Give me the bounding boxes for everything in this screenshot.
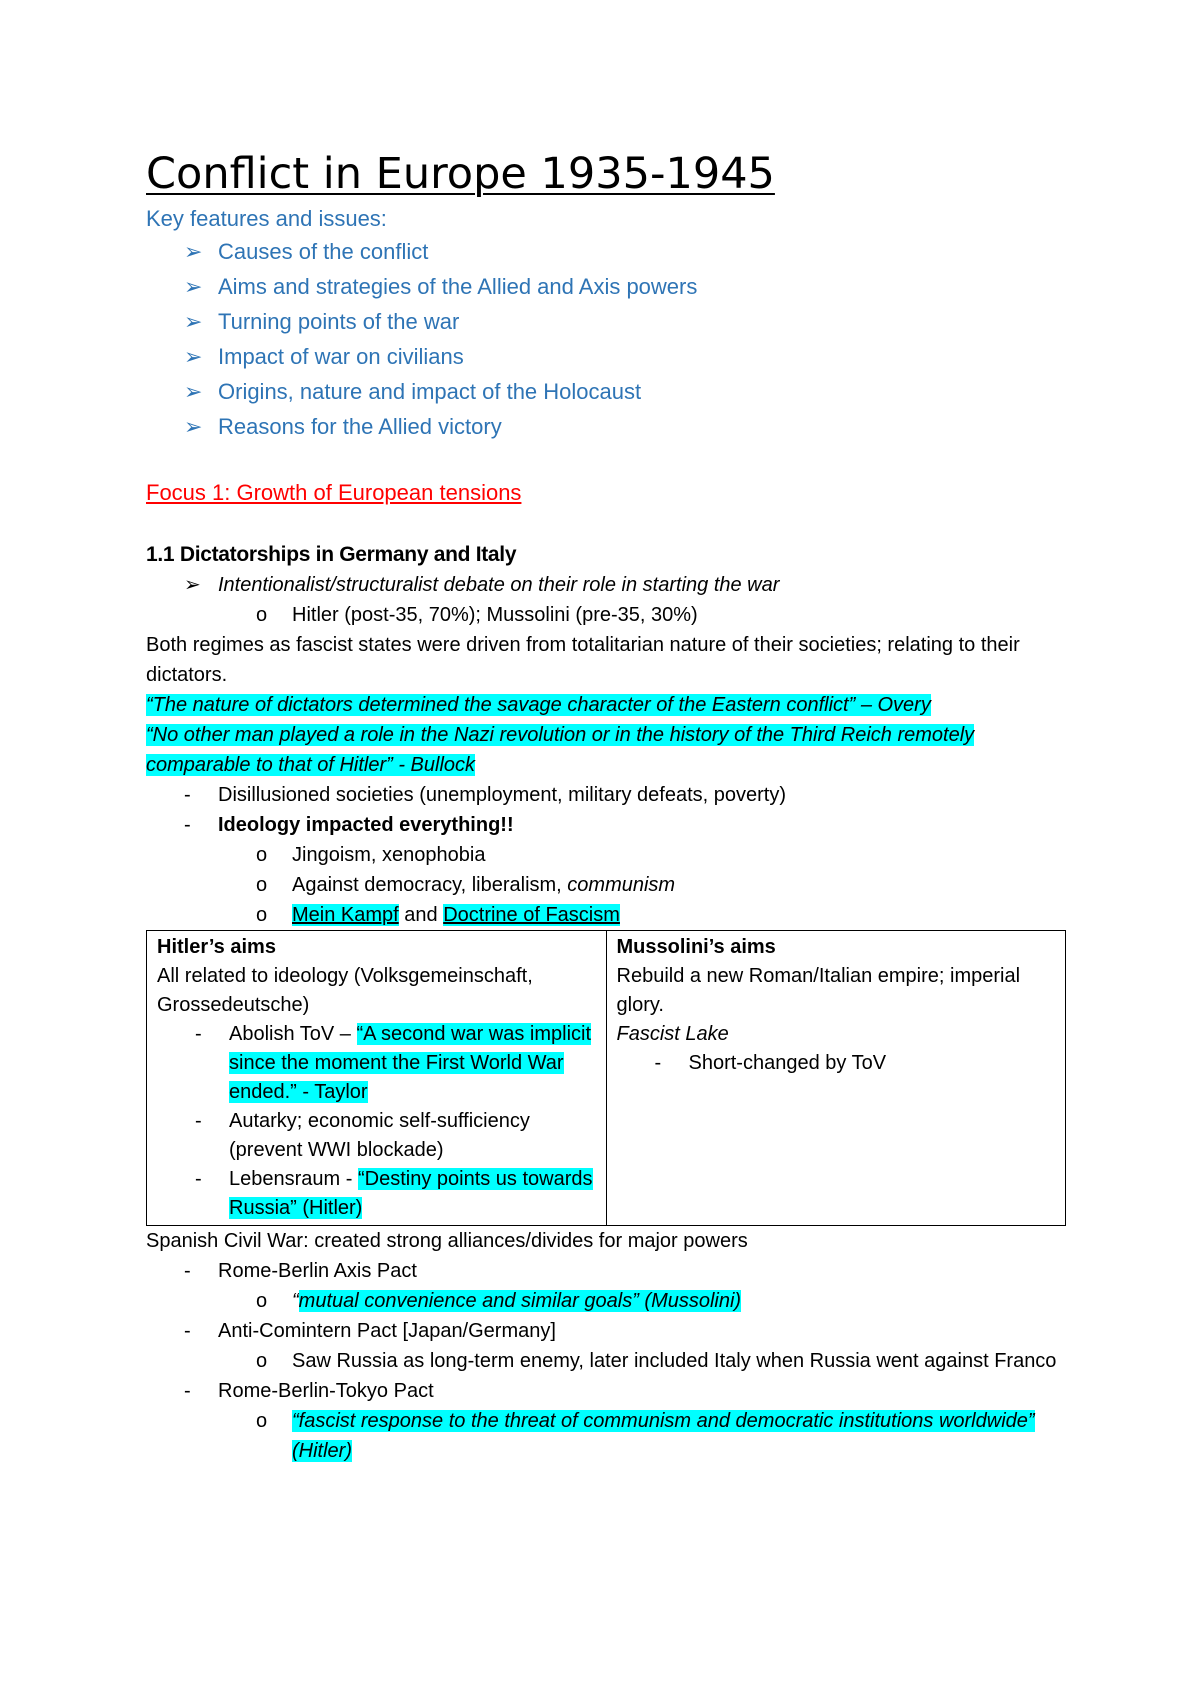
circle-bullet-icon: o (256, 1410, 268, 1432)
hitler-aims-cell (147, 931, 607, 1226)
pacts-list (146, 1316, 1066, 1346)
list-item: ➢ Turning points of the war (184, 304, 1066, 339)
mussolini-aims-intro: Rebuild a new Roman/Italian empire; imperial glory. (616, 965, 1021, 1016)
list-item: - Abolish ToV – “A second war was implicit since the moment the First World War ended.” - Taylor (195, 1023, 592, 1103)
document-title: Conflict in Europe 1935-1945 (146, 149, 775, 199)
list-item: ➢ Origins, nature and impact of the Holocaust (184, 374, 1066, 409)
circle-bullet-icon: o (256, 1290, 268, 1312)
list-item: o Jingoism, xenophobia (256, 840, 1066, 870)
section-heading: 1.1 Dictatorships in Germany and Italy (146, 543, 517, 566)
arrow-bullet-icon: ➢ (184, 274, 203, 299)
list-item: o Hitler (post-35, 70%); Mussolini (pre-35, 30%) (256, 600, 1066, 630)
arrow-bullet-icon: ➢ (184, 239, 203, 264)
arrow-bullet-icon: ➢ (184, 574, 201, 596)
quote-bullock: “No other man played a role in the Nazi revolution or in the history of the Third Reich remotely comparable to that of Hitler” - Bullock (146, 724, 975, 776)
hitler-aims-heading: Hitler’s aims (157, 936, 276, 958)
list-item: ➢ Intentionalist/structuralist debate on their role in starting the war (184, 570, 1066, 600)
list-item: o “fascist response to the threat of communism and democratic institutions worldwide” (Hitler) (256, 1406, 1066, 1466)
debate-list (146, 570, 1066, 600)
list-item: - Rome-Berlin Axis Pact (184, 1260, 417, 1282)
document-page (146, 146, 1066, 1466)
pacts-sublist (146, 1406, 1066, 1466)
key-features-list (146, 234, 1066, 444)
dash-list (146, 780, 1066, 840)
circle-bullet-icon: o (256, 904, 268, 926)
list-item: o “mutual convenience and similar goals” (Mussolini) (256, 1286, 1066, 1316)
pacts-sublist (146, 1346, 1066, 1376)
list-item: - Rome-Berlin-Tokyo Pact (184, 1380, 434, 1402)
list-item: ➢ Aims and strategies of the Allied and Axis powers (184, 269, 1066, 304)
list-item: o Against democracy, liberalism, communism (256, 870, 1066, 900)
arrow-bullet-icon: ➢ (184, 379, 203, 404)
debate-sublist (146, 600, 1066, 630)
mussolini-aims-list (617, 1049, 1056, 1078)
list-item: o Mein Kampf and Doctrine of Fascism (256, 900, 1066, 930)
key-features-label: Key features and issues: (146, 206, 387, 231)
aims-table (146, 930, 1066, 1226)
pacts-list (146, 1256, 1066, 1286)
arrow-bullet-icon: ➢ (184, 344, 203, 369)
quote-overy: “The nature of dictators determined the savage character of the Eastern conflict” – Overy (146, 694, 931, 716)
list-item: - Ideology impacted everything!! (184, 814, 514, 836)
hitler-aims-intro: All related to ideology (Volksgemeinschaft, Grossedeutsche) (157, 965, 533, 1016)
focus-heading: Focus 1: Growth of European tensions (146, 480, 522, 505)
list-item: ➢ Causes of the conflict (184, 234, 1066, 269)
fascist-lake-text: Fascist Lake (616, 1023, 729, 1045)
list-item: - Short-changed by ToV (654, 1052, 887, 1074)
list-item: - Lebensraum - “Destiny points us towards Russia” (Hitler) (195, 1168, 593, 1219)
pacts-list (146, 1376, 1066, 1406)
arrow-bullet-icon: ➢ (184, 414, 203, 439)
arrow-bullet-icon: ➢ (184, 309, 203, 334)
circle-bullet-icon: o (256, 874, 268, 896)
paragraph: Both regimes as fascist states were driven from totalitarian nature of their societies; relating to their dictators. (146, 634, 1020, 686)
circle-bullet-icon: o (256, 604, 268, 626)
hitler-aims-list (157, 1020, 596, 1223)
list-item: ➢ Impact of war on civilians (184, 339, 1066, 374)
ideology-sublist (146, 840, 1066, 930)
circle-bullet-icon: o (256, 1350, 268, 1372)
pacts-sublist (146, 1286, 1066, 1316)
list-item: - Disillusioned societies (unemployment, military defeats, poverty) (184, 784, 787, 806)
circle-bullet-icon: o (256, 844, 268, 866)
list-item: - Anti-Comintern Pact [Japan/Germany] (184, 1320, 556, 1342)
list-item: ➢ Reasons for the Allied victory (184, 409, 1066, 444)
spanish-civil-war-text: Spanish Civil War: created strong alliances/divides for major powers (146, 1230, 748, 1252)
list-item: o Saw Russia as long-term enemy, later included Italy when Russia went against Franco (256, 1346, 1066, 1376)
mussolini-aims-heading: Mussolini’s aims (616, 936, 776, 958)
list-item: - Autarky; economic self-sufficiency (prevent WWI blockade) (195, 1110, 530, 1161)
mussolini-aims-cell (606, 931, 1066, 1226)
